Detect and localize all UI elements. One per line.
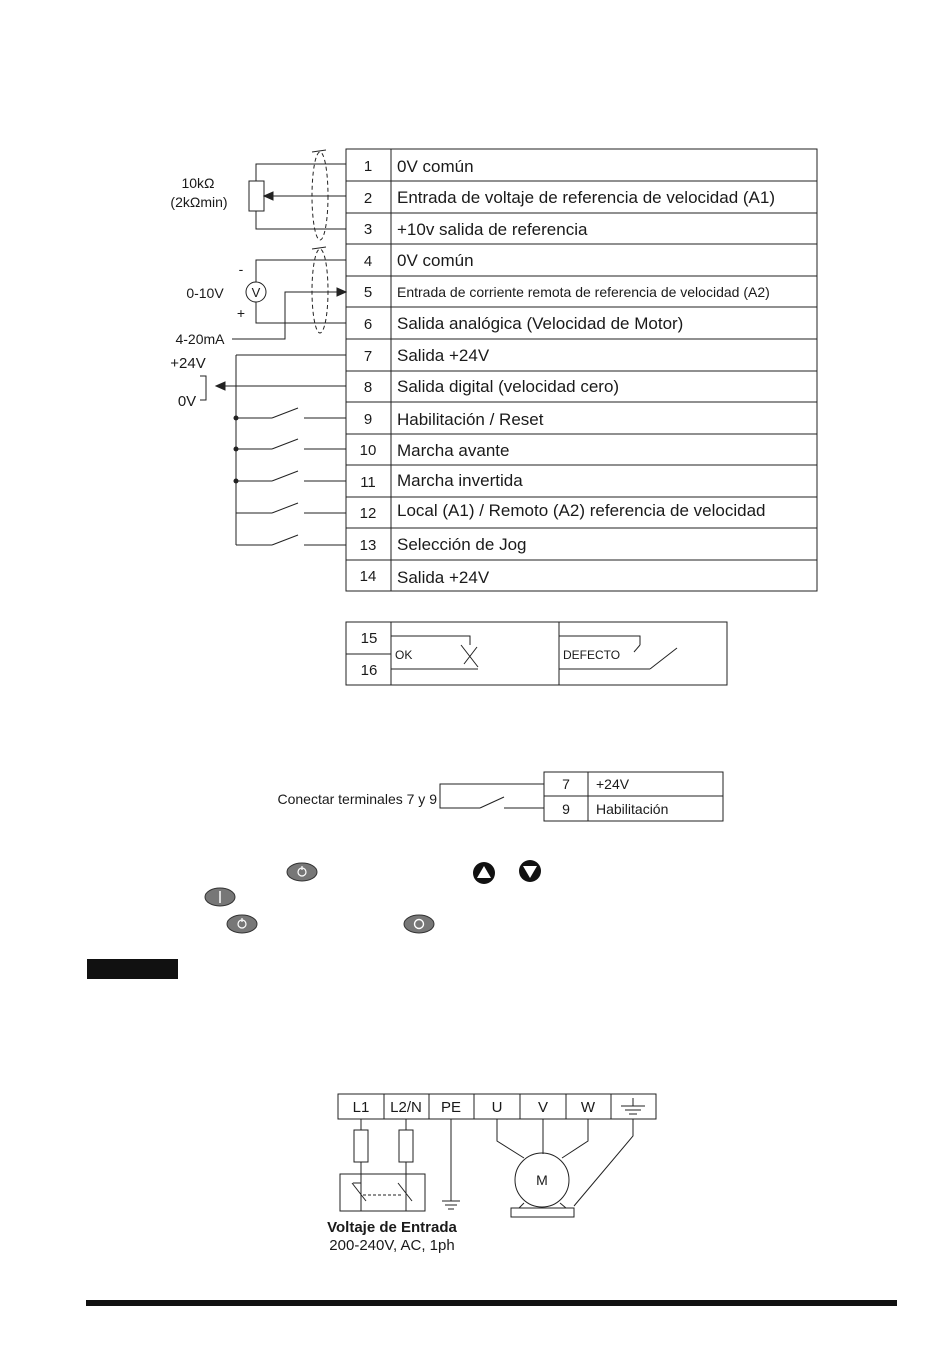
enable-terminal-number: 9: [562, 801, 570, 817]
black-label-bar: [87, 959, 178, 979]
enable-connection-table: [440, 772, 723, 821]
terminal-label: Habilitación / Reset: [397, 410, 544, 429]
terminal-label: Entrada de corriente remota de referencia de velocidad (A2): [397, 284, 770, 300]
current-range-label: 4-20mA: [175, 331, 225, 347]
terminal-number: 13: [359, 537, 377, 554]
relay-fault-label: DEFECTO: [563, 648, 621, 662]
relay-number-bottom: 16: [360, 662, 378, 679]
terminal-label: Marcha avante: [397, 441, 510, 460]
footer-rule: [86, 1300, 897, 1306]
enable-connect-caption: Conectar terminales 7 y 9: [277, 791, 437, 807]
terminal-label: Entrada de voltaje de referencia de velocidad (A1): [397, 188, 776, 207]
isolator-switch-icon: [340, 1174, 425, 1211]
potentiometer-wiring: [249, 164, 346, 229]
terminal-label: Local (A1) / Remoto (A2) referencia de velocidad: [397, 501, 766, 520]
navigate-key-icon: [227, 915, 257, 933]
supply-0v-label: 0V: [177, 393, 197, 410]
digital-io-wiring: [200, 355, 346, 545]
shield-loop-icon: [312, 150, 328, 333]
terminal-number: 11: [360, 474, 376, 491]
analog-input-wiring: [232, 260, 346, 339]
control-terminal-labels: [397, 157, 775, 587]
supply-24v-label: +24V: [170, 355, 206, 372]
terminal-label: Salida +24V: [397, 346, 490, 365]
up-arrow-key-icon: [473, 862, 495, 884]
minus-sign: -: [238, 261, 244, 277]
terminal-number: 9: [363, 411, 373, 428]
terminal-label: Selección de Jog: [397, 535, 527, 554]
pot-min-label: (2kΩmin): [170, 194, 228, 210]
input-voltage-title: Voltaje de Entrada: [327, 1219, 457, 1236]
terminal-number: 6: [363, 316, 373, 333]
terminal-label: 0V común: [397, 251, 474, 270]
terminal-number: 8: [363, 379, 373, 396]
motor-symbol: M: [536, 1172, 548, 1188]
relay-number-top: 15: [360, 630, 378, 647]
terminal-number: 12: [359, 505, 377, 522]
potentiometer-icon: [249, 181, 264, 211]
pot-value-label: 10kΩ: [181, 175, 215, 191]
enable-terminal-label: Habilitación: [596, 801, 669, 817]
terminal-number: 14: [359, 568, 377, 585]
voltage-range-label: 0-10V: [186, 285, 224, 301]
navigate-key-icon: [287, 863, 317, 881]
power-terminal-label: PE: [440, 1099, 462, 1116]
power-terminal-label: U: [491, 1099, 503, 1116]
terminal-label: 0V común: [397, 157, 474, 176]
ground-terminal-icon: [621, 1098, 645, 1114]
power-terminal-label: V: [537, 1099, 549, 1116]
fuse-icon: [354, 1130, 368, 1162]
enable-terminal-label: +24V: [596, 776, 630, 792]
terminal-label: +10v salida de referencia: [397, 220, 588, 239]
terminal-label: Salida analógica (Velocidad de Motor): [397, 314, 684, 333]
power-terminal-label: L1: [352, 1099, 370, 1116]
control-terminal-table: [346, 149, 817, 591]
enable-terminal-number: 7: [562, 776, 570, 792]
terminal-number: 4: [363, 253, 373, 270]
terminal-number: 2: [363, 190, 373, 207]
terminal-label: Marcha invertida: [397, 471, 523, 490]
power-terminal-label: L2/N: [390, 1099, 422, 1116]
terminal-number: 10: [359, 442, 377, 459]
voltmeter-symbol: V: [251, 285, 261, 300]
input-voltage-spec: 200-240V, AC, 1ph: [329, 1237, 455, 1254]
power-terminal-label: W: [580, 1099, 596, 1116]
start-key-icon: [205, 888, 235, 906]
terminal-number: 1: [363, 158, 373, 175]
terminal-label: Salida +24V: [397, 568, 490, 587]
stop-key-icon: [404, 915, 434, 933]
down-arrow-key-icon: [519, 860, 541, 882]
terminal-label: Salida digital (velocidad cero): [397, 377, 620, 396]
terminal-number: 7: [363, 348, 373, 365]
plus-sign: +: [236, 305, 246, 321]
relay-ok-label: OK: [395, 648, 413, 662]
power-wiring: [340, 1119, 633, 1217]
terminal-number: 5: [363, 284, 373, 301]
fuse-icon: [399, 1130, 413, 1162]
terminal-number: 3: [363, 221, 373, 238]
